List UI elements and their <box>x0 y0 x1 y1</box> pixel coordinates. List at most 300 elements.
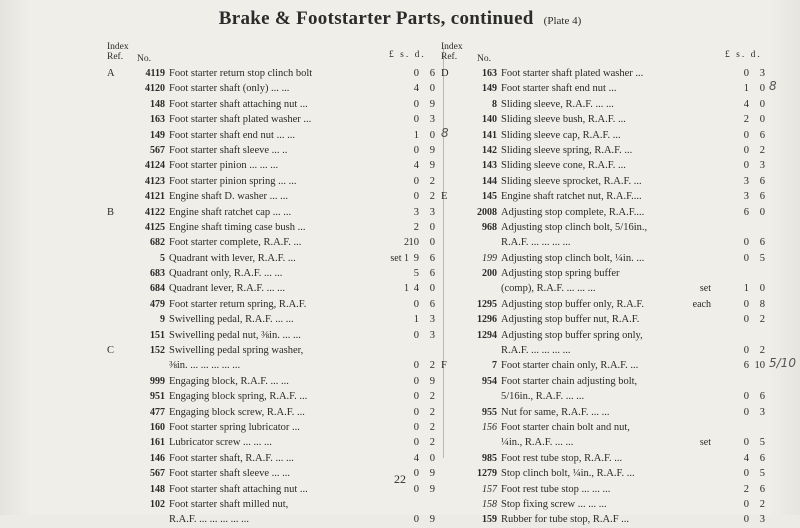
price-pence: 9 <box>429 468 435 480</box>
price-shillings: 0 <box>743 391 749 403</box>
price-shillings: 0 <box>413 329 419 341</box>
part-number: 985 <box>482 452 497 464</box>
part-description: Lubricator screw ... ... ... <box>169 437 272 449</box>
parts-list-row <box>441 158 781 173</box>
price-pence: 2 <box>429 360 435 372</box>
part-description: Engaging block, R.A.F. ... ... <box>169 375 289 387</box>
part-description: Adjusting stop buffer spring only, <box>501 329 643 341</box>
index-ref-letter: A <box>107 68 115 79</box>
price-shillings: 0 <box>413 298 419 310</box>
part-description: Foot rest tube stop, R.A.F. ... <box>501 452 623 464</box>
price-pence: 6 <box>429 268 435 280</box>
part-number: 143 <box>482 160 497 172</box>
price-pence: 6 <box>759 129 765 141</box>
price-header: £ s. d. <box>725 50 762 60</box>
price-pence: 0 <box>429 221 435 233</box>
price-shillings: 3 <box>743 191 749 203</box>
parts-list-row <box>107 374 452 389</box>
parts-list-row <box>107 358 452 373</box>
price-shillings: 0 <box>413 437 419 449</box>
price-header: £ s. d. <box>389 50 426 60</box>
part-number: 4124 <box>145 160 165 172</box>
price-pence: 6 <box>759 175 765 187</box>
title-plate: (Plate 4) <box>543 15 582 27</box>
part-description: Quadrant lever, R.A.F. ... ... <box>169 283 285 295</box>
title-main: Brake & Footstarter Parts, continued <box>218 8 534 29</box>
price-pence: 5 <box>759 252 765 264</box>
price-shillings: 0 <box>413 114 419 126</box>
price-shillings: 0 <box>413 468 419 480</box>
price-pence: 8 <box>759 298 765 310</box>
part-number: 144 <box>482 175 497 187</box>
price-pence: 0 <box>429 283 435 295</box>
part-description: Foot starter pinion ... ... ... <box>169 160 279 172</box>
part-number: 8 <box>492 98 497 110</box>
part-number: 477 <box>150 406 165 418</box>
price-pence: 9 <box>429 144 435 156</box>
part-description: Stop fixing screw ... ... ... <box>501 498 607 510</box>
price-pence: 0 <box>759 98 765 110</box>
price-pence: 9 <box>429 514 435 526</box>
price-shillings: 0 <box>743 237 749 249</box>
price-shillings: 0 <box>743 129 749 141</box>
parts-list-row <box>441 220 781 235</box>
parts-list-row <box>107 220 452 235</box>
parts-list-row <box>107 81 452 96</box>
price-pence: 6 <box>429 252 435 264</box>
price-shillings: 2 <box>743 114 749 126</box>
price-shillings: 1 <box>743 83 749 95</box>
price-pence: 6 <box>759 452 765 464</box>
part-description: (comp), R.A.F. ... ... ... <box>501 283 596 295</box>
part-number: 954 <box>482 375 497 387</box>
quantity-unit: 2 <box>404 237 409 249</box>
parts-list-row <box>441 281 781 296</box>
price-shillings: 2 <box>413 221 419 233</box>
left-parts-list <box>107 66 452 528</box>
price-shillings: 1 <box>743 283 749 295</box>
parts-list-row <box>107 97 452 112</box>
part-description: Engine shaft timing case bush ... <box>169 221 306 233</box>
price-shillings: 0 <box>743 314 749 326</box>
part-description: Foot starter shaft plated washer ... <box>169 114 312 126</box>
parts-list-row <box>441 389 781 404</box>
part-description: ⅜in. ... ... ... ... ... <box>169 360 241 372</box>
part-number: 1279 <box>477 468 497 480</box>
part-number: 567 <box>150 144 165 156</box>
price-pence: 2 <box>759 498 765 510</box>
part-number: 5 <box>160 252 165 264</box>
part-description: Swivelling pedal, R.A.F. ... ... <box>169 314 294 326</box>
part-number: 567 <box>150 468 165 480</box>
part-description: Foot starter spring lubricator ... <box>169 421 300 433</box>
price-shillings: 0 <box>743 498 749 510</box>
parts-list-row <box>107 174 452 189</box>
price-shillings: 6 <box>743 360 749 372</box>
part-description: Sliding sleeve cone, R.A.F. ... <box>501 160 626 172</box>
part-number: 158 <box>482 498 497 510</box>
parts-list-row <box>107 312 452 327</box>
part-number: 141 <box>482 129 497 141</box>
part-description: Foot rest tube stop ... ... ... <box>501 483 611 495</box>
part-description: Foot starter chain bolt and nut, <box>501 421 630 433</box>
price-shillings: 0 <box>743 514 749 526</box>
part-description: Foot starter return spring, R.A.F. <box>169 298 307 310</box>
part-number: 4122 <box>145 206 165 218</box>
part-description: Swivelling pedal nut, ⅜in. ... ... <box>169 329 301 341</box>
parts-list-row <box>107 420 452 435</box>
price-pence: 9 <box>429 483 435 495</box>
part-description: Engine shaft D. washer ... ... <box>169 191 288 203</box>
price-shillings: 1 <box>413 129 419 141</box>
price-pence: 3 <box>429 329 435 341</box>
price-pence: 3 <box>759 68 765 79</box>
price-pence: 6 <box>759 191 765 203</box>
parts-list-row <box>441 266 781 281</box>
part-number: 102 <box>150 498 165 510</box>
price-shillings: 0 <box>413 391 419 403</box>
part-description: Engine shaft ratchet cap ... ... <box>169 206 292 218</box>
part-description: R.A.F. ... ... ... ... <box>501 345 571 357</box>
part-number: 145 <box>482 191 497 203</box>
price-shillings: 0 <box>413 406 419 418</box>
left-column <box>107 42 452 528</box>
price-shillings: 0 <box>743 468 749 480</box>
part-description: Swivelling pedal spring washer, <box>169 345 304 357</box>
part-number: 151 <box>150 329 165 341</box>
part-number: 149 <box>482 83 497 95</box>
quantity-unit: set <box>699 437 711 449</box>
part-number: 200 <box>482 268 497 280</box>
part-number: 9 <box>160 314 165 326</box>
price-pence: 0 <box>759 206 765 218</box>
price-pence: 3 <box>759 514 765 526</box>
price-pence: 2 <box>429 406 435 418</box>
parts-list-row <box>441 328 781 343</box>
parts-list-row <box>441 205 781 220</box>
index-ref-letter: E <box>441 191 448 203</box>
price-shillings: 6 <box>743 206 749 218</box>
part-no-header: No. <box>137 54 151 64</box>
price-shillings: 0 <box>413 68 419 79</box>
parts-list-row <box>107 125 452 143</box>
part-description: Adjusting stop buffer nut, R.A.F. <box>501 314 640 326</box>
part-description: Nut for same, R.A.F. ... ... <box>501 406 610 418</box>
price-shillings: 0 <box>413 421 419 433</box>
part-number: 160 <box>150 421 165 433</box>
part-description: Quadrant with lever, R.A.F. ... <box>169 252 296 264</box>
left-column-header <box>107 42 452 66</box>
parts-list-row <box>441 174 781 189</box>
part-number: 199 <box>482 252 497 264</box>
price-shillings: 4 <box>413 160 419 172</box>
part-number: 142 <box>482 144 497 156</box>
price-shillings: 4 <box>743 98 749 110</box>
part-description: Engine shaft ratchet nut, R.A.F.... <box>501 191 642 203</box>
parts-list-row <box>107 266 452 281</box>
handwritten-note: 5/10 <box>769 356 796 371</box>
part-number: 4123 <box>145 175 165 187</box>
price-shillings: 0 <box>413 144 419 156</box>
right-column-header <box>441 42 781 66</box>
quantity-unit: each <box>692 298 711 310</box>
price-pence: 3 <box>429 114 435 126</box>
parts-list-row <box>441 405 781 420</box>
parts-list-row <box>107 297 452 312</box>
part-description: Foot starter shaft sleeve ... .. <box>169 144 288 156</box>
part-number: 1294 <box>477 329 497 341</box>
part-number: 159 <box>482 514 497 526</box>
price-pence: 2 <box>759 345 765 357</box>
price-pence: 10 <box>754 360 765 372</box>
part-description: R.A.F. ... ... ... ... <box>501 237 571 249</box>
price-shillings: 0 <box>743 298 749 310</box>
part-number: 4125 <box>145 221 165 233</box>
part-description: Adjusting stop spring buffer <box>501 268 620 280</box>
price-pence: 0 <box>429 452 435 464</box>
part-description: Foot starter chain adjusting bolt, <box>501 375 638 387</box>
index-ref-letter: B <box>107 206 115 218</box>
price-shillings: 5 <box>413 268 419 280</box>
parts-list-row <box>107 66 452 81</box>
parts-list-row <box>441 97 781 112</box>
price-pence: 3 <box>759 406 765 418</box>
part-description: Engaging block spring, R.A.F. ... <box>169 391 308 403</box>
part-description: R.A.F. ... ... ... ... ... <box>169 514 249 526</box>
price-pence: 9 <box>429 160 435 172</box>
part-number: 682 <box>150 237 165 249</box>
part-description: Adjusting stop buffer only, R.A.F. <box>501 298 644 310</box>
price-pence: 2 <box>759 314 765 326</box>
price-pence: 0 <box>759 283 765 295</box>
part-number: 999 <box>150 375 165 387</box>
price-shillings: 10 <box>408 237 419 249</box>
parts-list-row <box>107 189 452 204</box>
index-ref-letter: F <box>441 360 447 372</box>
part-description: Foot starter shaft end nut ... ... <box>169 129 295 141</box>
price-pence: 6 <box>759 391 765 403</box>
parts-list-row <box>107 497 452 512</box>
parts-list-row <box>441 497 781 512</box>
index-ref-header <box>107 42 129 62</box>
part-description: Quadrant only, R.A.F. ... ... <box>169 268 283 280</box>
part-number: 149 <box>150 129 165 141</box>
index-ref-letter: D <box>441 68 449 79</box>
parts-list-row <box>441 356 796 373</box>
part-description: Foot starter shaft, R.A.F. ... ... <box>169 452 294 464</box>
parts-list-row <box>107 235 452 250</box>
parts-list-row <box>441 143 781 158</box>
part-description: Foot starter pinion spring ... ... <box>169 175 297 187</box>
parts-list-row <box>107 389 452 404</box>
price-shillings: 0 <box>413 375 419 387</box>
price-pence: 9 <box>429 375 435 387</box>
price-shillings: 0 <box>413 483 419 495</box>
handwritten-note: 8 <box>441 125 449 140</box>
price-shillings: 3 <box>413 206 419 218</box>
part-description: Adjusting stop complete, R.A.F.... <box>501 206 645 218</box>
price-pence: 9 <box>429 98 435 110</box>
quantity-unit: set <box>699 283 711 295</box>
part-description: Adjusting stop clinch bolt, ¼in. ... <box>501 252 645 264</box>
price-shillings: 0 <box>743 144 749 156</box>
part-description: Foot starter shaft milled nut, <box>169 498 289 510</box>
parts-list-row <box>107 281 452 296</box>
price-shillings: 0 <box>743 406 749 418</box>
price-pence: 2 <box>429 175 435 187</box>
quantity-unit: set 1 <box>390 252 409 264</box>
price-pence: 2 <box>759 144 765 156</box>
price-pence: 2 <box>429 391 435 403</box>
price-pence: 2 <box>429 191 435 203</box>
parts-list-row <box>441 420 781 435</box>
parts-list-row <box>107 435 452 450</box>
part-number: 1296 <box>477 314 497 326</box>
price-shillings: 9 <box>413 252 419 264</box>
page-number: 22 <box>394 472 406 486</box>
price-shillings: 0 <box>743 68 749 79</box>
part-description: ¼in., R.A.F. ... ... <box>501 437 574 449</box>
price-shillings: 0 <box>413 514 419 526</box>
price-pence: 6 <box>429 68 435 79</box>
parts-list-row <box>441 235 781 250</box>
price-shillings: 3 <box>743 175 749 187</box>
part-description: Sliding sleeve spring, R.A.F. ... <box>501 144 633 156</box>
price-shillings: 0 <box>413 98 419 110</box>
price-pence: 3 <box>429 314 435 326</box>
parts-list-row <box>107 451 452 466</box>
parts-list-row <box>441 189 781 204</box>
part-number: 683 <box>150 268 165 280</box>
price-shillings: 0 <box>413 175 419 187</box>
parts-list-row <box>441 66 781 81</box>
parts-list-row <box>441 312 781 327</box>
parts-list-row <box>441 374 781 389</box>
part-description: Stop clinch bolt, ¼in., R.A.F. ... <box>501 468 635 480</box>
price-pence: 3 <box>759 160 765 172</box>
part-description: Foot starter shaft plated washer ... <box>501 68 644 79</box>
part-description: Foot starter complete, R.A.F. ... <box>169 237 302 249</box>
parts-list-row <box>441 251 781 266</box>
price-pence: 6 <box>759 483 765 495</box>
part-number: 148 <box>150 483 165 495</box>
price-pence: 2 <box>429 437 435 449</box>
index-ref-label: Index Ref. <box>441 42 463 62</box>
price-pence: 0 <box>429 237 435 249</box>
parts-list-row <box>441 297 781 312</box>
part-number: 4121 <box>145 191 165 203</box>
part-description: Foot starter shaft end nut ... <box>501 83 617 95</box>
price-shillings: 4 <box>413 283 419 295</box>
price-shillings: 0 <box>743 345 749 357</box>
part-description: Engaging block screw, R.A.F. ... <box>169 406 305 418</box>
parts-list-row <box>441 435 781 450</box>
part-number: 156 <box>482 421 497 433</box>
part-number: 968 <box>482 221 497 233</box>
right-parts-list <box>441 66 796 528</box>
price-shillings: 4 <box>743 452 749 464</box>
part-description: Foot starter chain only, R.A.F. ... <box>501 360 639 372</box>
price-shillings: 2 <box>743 483 749 495</box>
parts-list-row <box>107 112 452 127</box>
part-description: 5/16in., R.A.F. ... ... <box>501 391 585 403</box>
part-description: Foot starter shaft sleeve ... ... <box>169 468 291 480</box>
part-description: Sliding sleeve bush, R.A.F. ... <box>501 114 626 126</box>
parts-list-row <box>107 405 452 420</box>
part-description: Foot starter shaft (only) ... ... <box>169 83 290 95</box>
part-description: Foot starter shaft attaching nut ... <box>169 483 308 495</box>
part-no-header: No. <box>477 54 491 64</box>
parts-list-row <box>107 158 452 173</box>
price-shillings: 0 <box>743 252 749 264</box>
price-shillings: 4 <box>413 452 419 464</box>
part-number: 152 <box>150 345 165 357</box>
handwritten-note: 8 <box>769 79 777 94</box>
price-pence: 0 <box>429 129 435 141</box>
part-description: Sliding sleeve cap, R.A.F. ... <box>501 129 621 141</box>
price-shillings: 0 <box>413 191 419 203</box>
quantity-unit: 1 <box>404 283 409 295</box>
price-shillings: 0 <box>743 160 749 172</box>
part-number: 4119 <box>145 68 165 79</box>
part-description: Foot starter shaft attaching nut ... <box>169 98 308 110</box>
price-pence: 3 <box>429 206 435 218</box>
part-number: 157 <box>482 483 497 495</box>
price-shillings: 0 <box>413 360 419 372</box>
price-shillings: 4 <box>413 83 419 95</box>
part-number: 148 <box>150 98 165 110</box>
part-description: Rubber for tube stop, R.A.F ... <box>501 514 630 526</box>
part-number: 2008 <box>477 206 497 218</box>
part-description: Adjusting stop clinch bolt, 5/16in., <box>501 221 648 233</box>
part-number: 951 <box>150 391 165 403</box>
parts-list-row <box>441 112 781 127</box>
price-pence: 5 <box>759 468 765 480</box>
part-number: 146 <box>150 452 165 464</box>
part-number: 4120 <box>145 83 165 95</box>
index-ref-letter: C <box>107 345 115 357</box>
part-number: 163 <box>150 114 165 126</box>
parts-list-row <box>107 328 452 343</box>
part-number: 161 <box>150 437 165 449</box>
price-shillings: 0 <box>743 437 749 449</box>
part-number: 140 <box>482 114 497 126</box>
price-pence: 5 <box>759 437 765 449</box>
price-pence: 0 <box>759 114 765 126</box>
price-shillings: 1 <box>413 314 419 326</box>
parts-list-row <box>441 81 781 96</box>
part-number: 684 <box>150 283 165 295</box>
price-pence: 6 <box>429 298 435 310</box>
index-ref-label: Index Ref. <box>107 42 129 62</box>
part-number: 7 <box>492 360 497 372</box>
part-number: 955 <box>482 406 497 418</box>
parts-list-row <box>107 205 452 220</box>
price-pence: 2 <box>429 421 435 433</box>
parts-list-row <box>441 125 781 143</box>
parts-list-row <box>107 343 452 358</box>
part-description: Sliding sleeve sprocket, R.A.F. ... <box>501 175 642 187</box>
right-column <box>441 42 796 528</box>
parts-list-row <box>441 451 781 466</box>
price-pence: 0 <box>429 83 435 95</box>
part-number: 1295 <box>477 298 497 310</box>
part-number: 163 <box>482 68 497 79</box>
part-description: Foot starter return stop clinch bolt <box>169 68 313 79</box>
index-ref-header <box>441 42 463 62</box>
price-pence: 6 <box>759 237 765 249</box>
page-title <box>0 8 800 30</box>
